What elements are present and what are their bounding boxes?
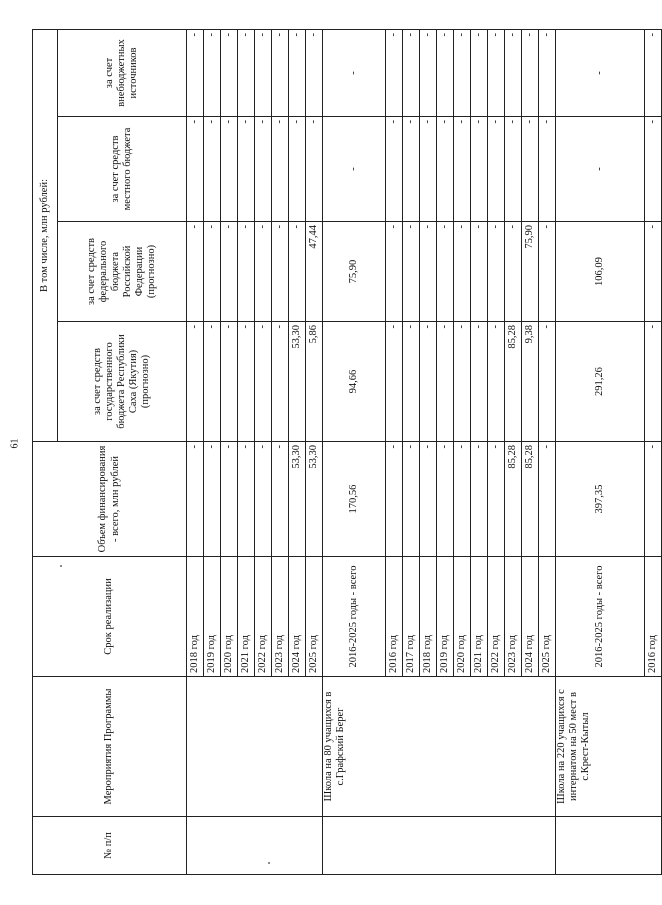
total-cell: -	[238, 442, 255, 557]
extrabudget-cell: -	[522, 29, 539, 116]
local-budget-cell: -	[306, 117, 323, 222]
extrabudget-cell: -	[204, 29, 221, 116]
local-budget-cell: -	[488, 117, 505, 222]
period-cell: 2020 год	[454, 557, 471, 677]
extrabudget-cell: -	[454, 29, 471, 116]
local-budget-cell: -	[255, 117, 272, 222]
table-body	[187, 29, 662, 874]
header-num: № п/п	[33, 817, 187, 875]
local-budget-cell: -	[454, 117, 471, 222]
table-row-summary	[556, 29, 645, 874]
total-cell: -	[645, 442, 662, 557]
period-cell: 2016-2025 годы - всего	[556, 557, 645, 677]
republic-budget-cell: -	[420, 322, 437, 442]
period-cell: 2024 год	[289, 557, 306, 677]
local-budget-cell: -	[505, 117, 522, 222]
local-budget-cell: -	[204, 117, 221, 222]
rotated-page-content	[32, 30, 658, 875]
period-cell: 2022 год	[488, 557, 505, 677]
federal-budget-cell: -	[386, 222, 403, 322]
total-cell: 397,35	[556, 442, 645, 557]
total-cell: -	[255, 442, 272, 557]
federal-budget-cell: -	[204, 222, 221, 322]
period-cell: 2023 год	[505, 557, 522, 677]
measure-name: Школа на 80 учащихся в с.Графский Берег	[323, 677, 556, 817]
total-cell: -	[471, 442, 488, 557]
extrabudget-cell: -	[471, 29, 488, 116]
republic-budget-cell: 5,86	[306, 322, 323, 442]
header-local-budget: за счет средств местного бюджета	[58, 117, 187, 222]
total-cell: -	[221, 442, 238, 557]
period-cell: 2016-2025 годы - всего	[323, 557, 386, 677]
extrabudget-cell: -	[437, 29, 454, 116]
federal-budget-cell: 75,90	[522, 222, 539, 322]
federal-budget-cell: -	[539, 222, 556, 322]
period-cell: 2025 год	[539, 557, 556, 677]
period-cell: 2025 год	[306, 557, 323, 677]
republic-budget-cell: -	[471, 322, 488, 442]
total-cell: -	[204, 442, 221, 557]
local-budget-cell: -	[522, 117, 539, 222]
republic-budget-cell: -	[255, 322, 272, 442]
extrabudget-cell: -	[238, 29, 255, 116]
period-cell: 2024 год	[522, 557, 539, 677]
period-cell: 2021 год	[238, 557, 255, 677]
federal-budget-cell: -	[471, 222, 488, 322]
local-budget-cell: -	[221, 117, 238, 222]
federal-budget-cell: -	[272, 222, 289, 322]
extrabudget-cell: -	[505, 29, 522, 116]
extrabudget-cell: -	[255, 29, 272, 116]
local-budget-cell: -	[645, 117, 662, 222]
federal-budget-cell: -	[221, 222, 238, 322]
republic-budget-cell: -	[454, 322, 471, 442]
num-cell	[323, 817, 556, 875]
total-cell: 53,30	[289, 442, 306, 557]
local-budget-cell: -	[420, 117, 437, 222]
federal-budget-cell: -	[454, 222, 471, 322]
header-period: Срок реализации	[33, 557, 187, 677]
extrabudget-cell: -	[221, 29, 238, 116]
local-budget-cell: -	[556, 117, 645, 222]
local-budget-cell: -	[403, 117, 420, 222]
table-row-summary	[323, 29, 386, 874]
republic-budget-cell: -	[437, 322, 454, 442]
extrabudget-cell: -	[420, 29, 437, 116]
total-cell: -	[272, 442, 289, 557]
total-cell: -	[539, 442, 556, 557]
page-number: 61	[9, 438, 21, 449]
federal-budget-cell: -	[238, 222, 255, 322]
local-budget-cell: -	[539, 117, 556, 222]
local-budget-cell: -	[471, 117, 488, 222]
republic-budget-cell: -	[187, 322, 204, 442]
extrabudget-cell: -	[403, 29, 420, 116]
period-cell: 2020 год	[221, 557, 238, 677]
total-cell: -	[454, 442, 471, 557]
federal-budget-cell: -	[437, 222, 454, 322]
period-cell: 2017 год	[403, 557, 420, 677]
republic-budget-cell: 53,30	[289, 322, 306, 442]
extrabudget-cell: -	[187, 29, 204, 116]
total-cell: -	[420, 442, 437, 557]
federal-budget-cell: -	[488, 222, 505, 322]
header-group: В том числе, млн рублей:	[33, 29, 58, 441]
federal-budget-cell: 75,90	[323, 222, 386, 322]
republic-budget-cell: -	[272, 322, 289, 442]
header-row	[33, 29, 58, 874]
local-budget-cell: -	[238, 117, 255, 222]
period-cell: 2016 год	[645, 557, 662, 677]
period-cell: 2021 год	[471, 557, 488, 677]
header-total: Объем финансирования - всего, млн рублей	[33, 442, 187, 557]
republic-budget-cell: 291,26	[556, 322, 645, 442]
period-cell: 2019 год	[204, 557, 221, 677]
period-cell: 2018 год	[420, 557, 437, 677]
republic-budget-cell: -	[238, 322, 255, 442]
local-budget-cell: -	[187, 117, 204, 222]
federal-budget-cell: -	[289, 222, 306, 322]
federal-budget-cell: -	[403, 222, 420, 322]
local-budget-cell: -	[437, 117, 454, 222]
republic-budget-cell: 94,66	[323, 322, 386, 442]
period-cell: 2018 год	[187, 557, 204, 677]
federal-budget-cell: -	[420, 222, 437, 322]
local-budget-cell: -	[289, 117, 306, 222]
table-row	[187, 29, 204, 874]
total-cell: -	[187, 442, 204, 557]
header-republic-budget: за счет средств государственного бюджета Республики Саха (Якутия) (прогнозно)	[58, 322, 187, 442]
period-cell: 2023 год	[272, 557, 289, 677]
local-budget-cell: -	[323, 117, 386, 222]
extrabudget-cell: -	[556, 29, 645, 116]
total-cell: -	[488, 442, 505, 557]
total-cell: -	[437, 442, 454, 557]
extrabudget-cell: -	[539, 29, 556, 116]
measure-name: Школа на 220 учащихся с интернатом на 50 мест в с.Крест-Кытыл	[556, 677, 662, 817]
republic-budget-cell: -	[221, 322, 238, 442]
republic-budget-cell: -	[403, 322, 420, 442]
local-budget-cell: -	[386, 117, 403, 222]
extrabudget-cell: -	[306, 29, 323, 116]
republic-budget-cell: -	[204, 322, 221, 442]
total-cell: -	[403, 442, 420, 557]
extrabudget-cell: -	[645, 29, 662, 116]
period-cell: 2019 год	[437, 557, 454, 677]
total-cell: 85,28	[505, 442, 522, 557]
extrabudget-cell: -	[272, 29, 289, 116]
header-measures: Мероприятия Программы	[33, 677, 187, 817]
federal-budget-cell: 106,09	[556, 222, 645, 322]
federal-budget-cell: -	[187, 222, 204, 322]
federal-budget-cell: -	[645, 222, 662, 322]
federal-budget-cell: -	[255, 222, 272, 322]
num-cell	[187, 817, 323, 875]
num-cell	[556, 817, 662, 875]
total-cell: 85,28	[522, 442, 539, 557]
total-cell: 170,56	[323, 442, 386, 557]
extrabudget-cell: -	[488, 29, 505, 116]
header-federal-budget: за счет средств федерального бюджета Российской Федерации (прогнозно)	[58, 222, 187, 322]
federal-budget-cell: -	[505, 222, 522, 322]
period-cell: 2016 год	[386, 557, 403, 677]
local-budget-cell: -	[272, 117, 289, 222]
period-cell: 2022 год	[255, 557, 272, 677]
financing-table	[32, 29, 662, 875]
header-extrabudget: за счет внебюджетных источников	[58, 29, 187, 116]
republic-budget-cell: 85,28	[505, 322, 522, 442]
extrabudget-cell: -	[386, 29, 403, 116]
republic-budget-cell: -	[386, 322, 403, 442]
total-cell: 53,30	[306, 442, 323, 557]
republic-budget-cell: -	[539, 322, 556, 442]
extrabudget-cell: -	[289, 29, 306, 116]
total-cell: -	[386, 442, 403, 557]
extrabudget-cell: -	[323, 29, 386, 116]
federal-budget-cell: 47,44	[306, 222, 323, 322]
republic-budget-cell: 9,38	[522, 322, 539, 442]
republic-budget-cell: -	[645, 322, 662, 442]
republic-budget-cell: -	[488, 322, 505, 442]
measure-cell	[187, 677, 323, 817]
